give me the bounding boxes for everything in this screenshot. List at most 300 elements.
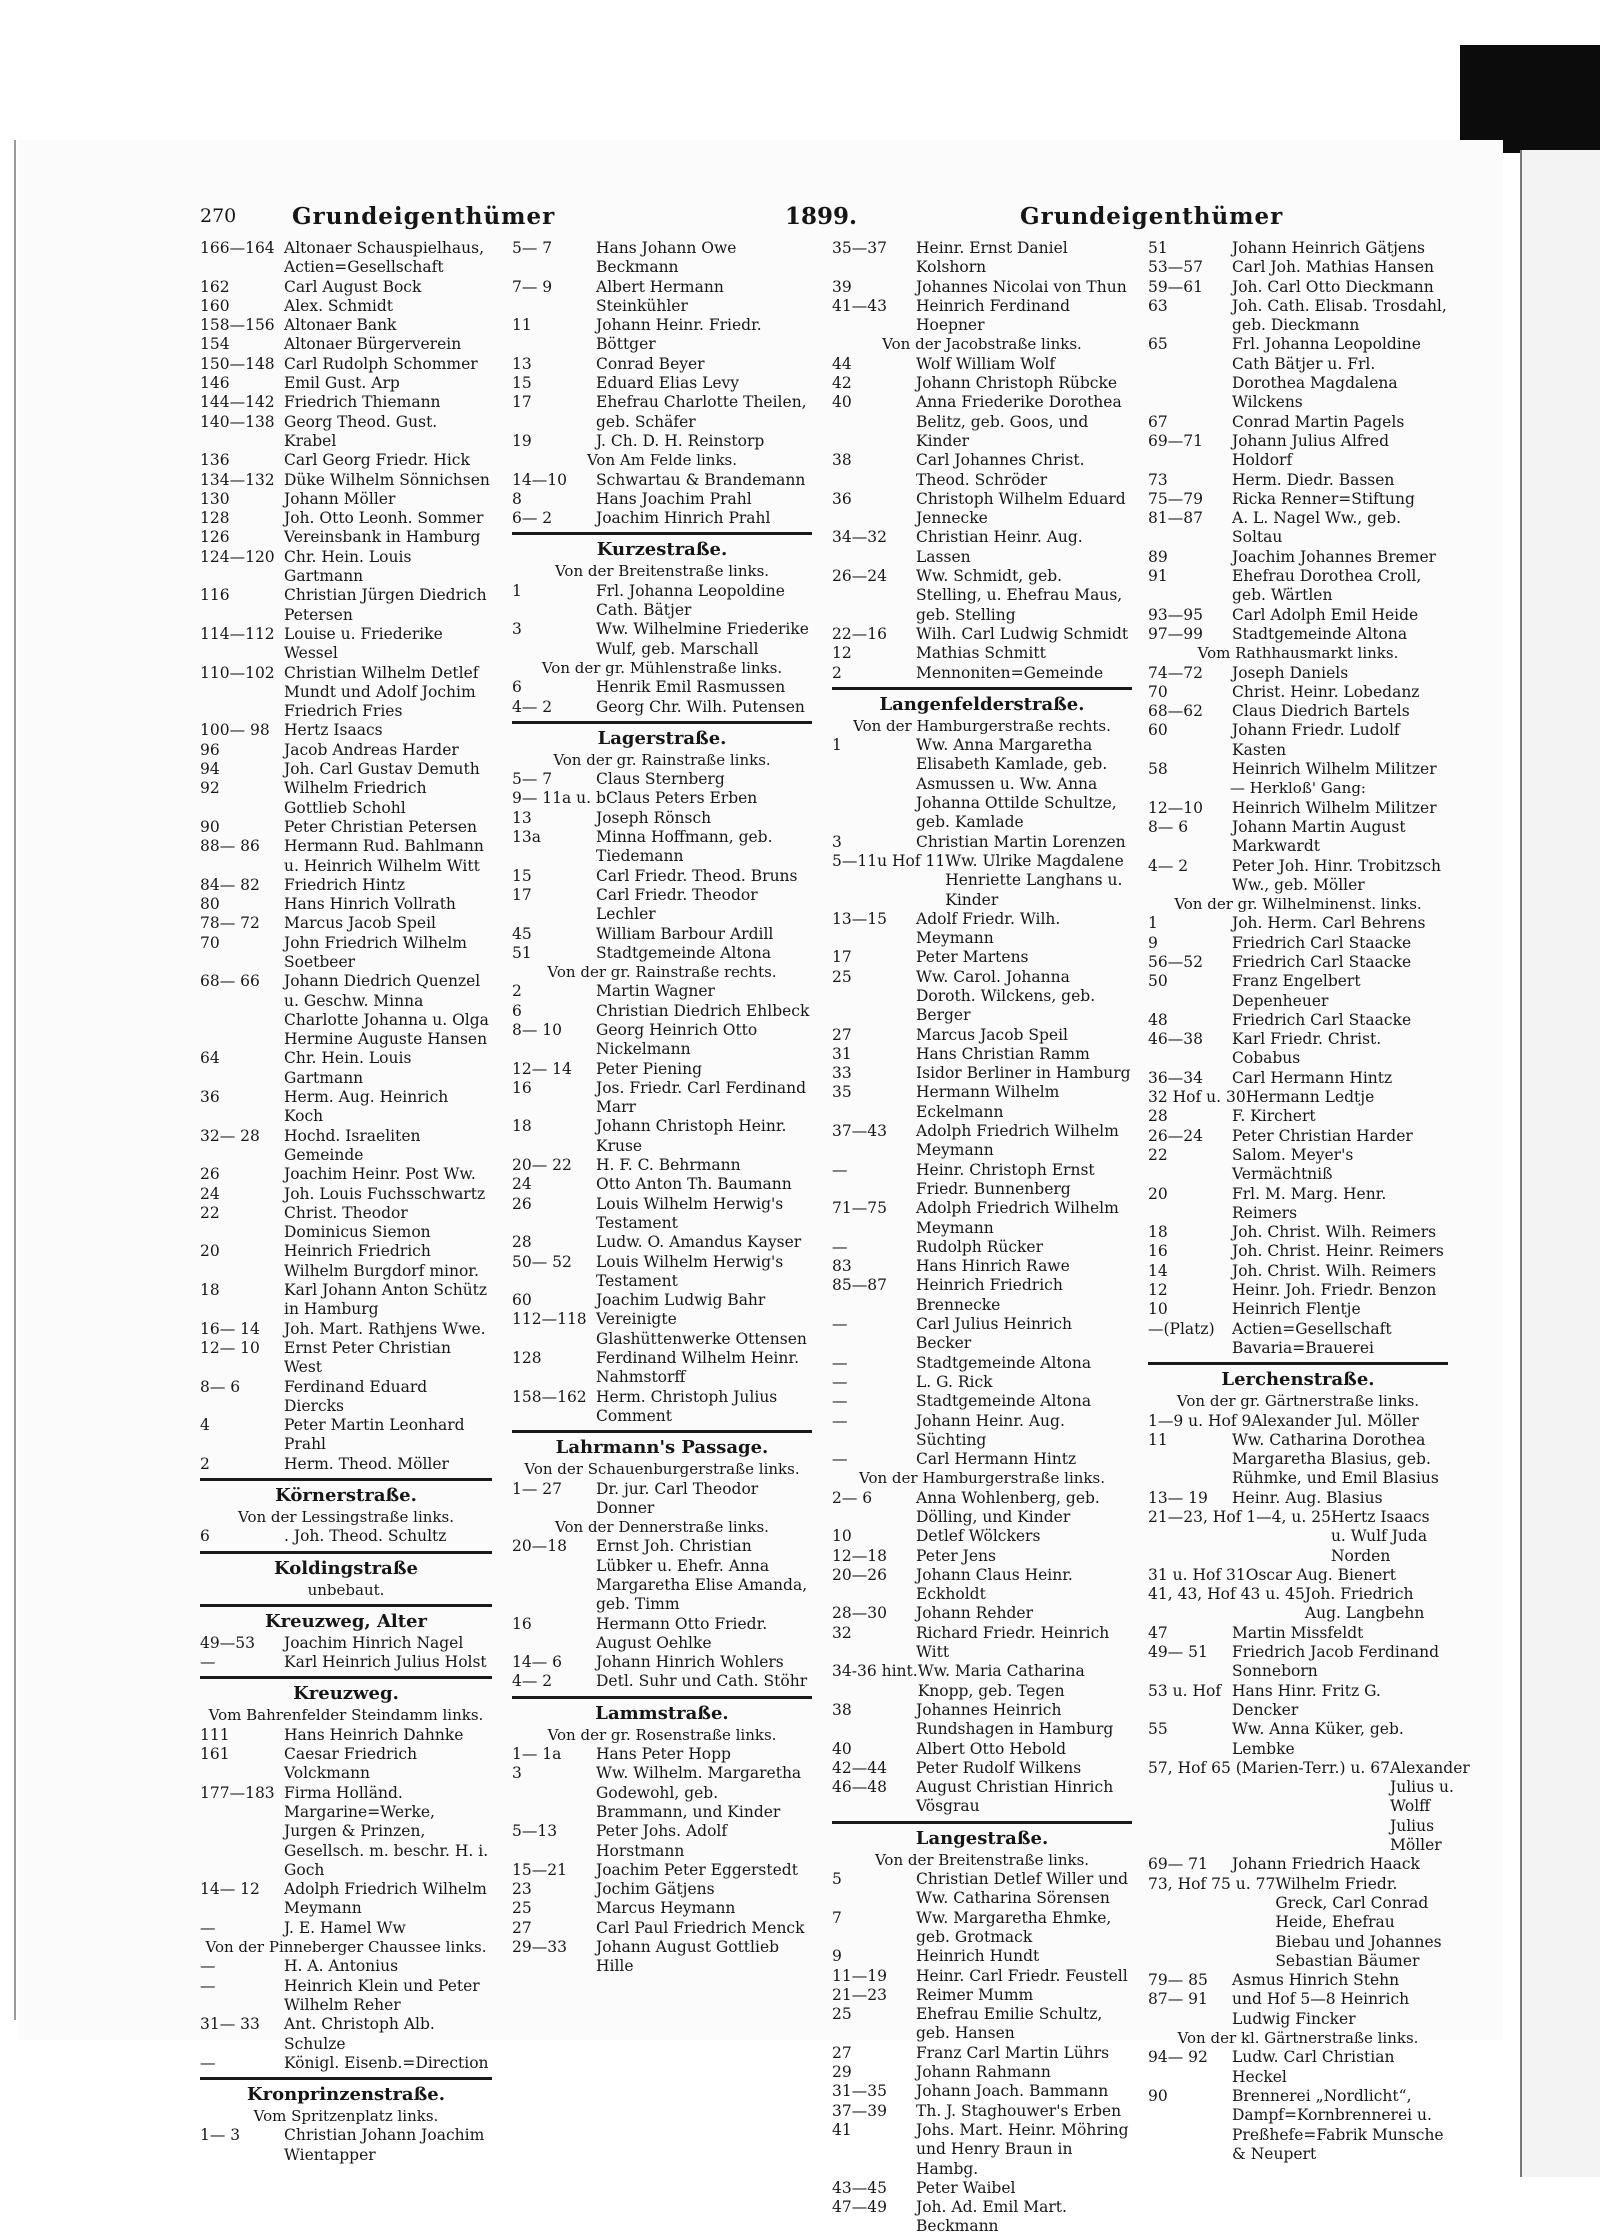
house-number: 73	[1148, 470, 1168, 489]
owner-entry	[512, 698, 812, 717]
owner-entry	[200, 1977, 492, 2016]
owner-entry	[200, 1880, 492, 1919]
owner-name: Heinrich Hundt	[916, 1947, 1040, 1966]
house-number: 80	[200, 895, 220, 914]
owner-entry	[200, 471, 492, 490]
owner-name: Joh. Herm. Carl Behrens	[1232, 914, 1426, 933]
owner-entry	[1148, 1643, 1448, 1682]
house-number: 12—10	[1148, 798, 1203, 817]
house-number: 4— 2	[1148, 856, 1189, 875]
house-number: —	[832, 1160, 848, 1179]
owner-entry	[1148, 413, 1448, 432]
house-number: 57, Hof 65 (Marien-Terr.) u. 67	[1148, 1758, 1390, 1777]
house-number: 46—38	[1148, 1030, 1203, 1049]
owner-entry	[832, 1276, 1132, 1315]
owner-entry	[512, 1880, 812, 1899]
owner-entry	[200, 721, 492, 740]
owner-entry	[512, 490, 812, 509]
owner-name: Peter Piening	[596, 1059, 703, 1078]
owner-entry	[1148, 914, 1448, 933]
house-number: 1	[512, 581, 522, 600]
owner-name: Conrad Martin Pagels	[1232, 412, 1405, 431]
owner-name: Ww. Schmidt, geb. Stelling, u. Ehefrau Maus, geb. Stelling	[916, 567, 1123, 624]
owner-entry	[512, 1253, 812, 1292]
owner-name: John Friedrich Wilhelm Soetbeer	[284, 933, 467, 971]
owner-name: Johann Friedr. Ludolf Kasten	[1232, 721, 1400, 759]
owner-entry	[512, 582, 812, 621]
owner-name: Johann Heinr. Friedr. Böttger	[596, 316, 762, 354]
owner-entry	[832, 1986, 1132, 2005]
house-number: 116	[200, 586, 230, 605]
house-number: 32— 28	[200, 1126, 260, 1145]
owner-name: Chr. Hein. Louis Gartmann	[284, 1049, 412, 1087]
house-number: 8— 10	[512, 1020, 563, 1039]
owner-entry	[200, 2015, 492, 2054]
owner-name: Vereinigte Glashüttenwerke Ottensen	[596, 1310, 807, 1348]
owner-name: Oscar Aug. Bienert	[1245, 1565, 1396, 1584]
owner-entry	[1148, 1971, 1448, 1990]
owner-name: Mathias Schmitt	[916, 644, 1046, 663]
owner-entry	[1148, 1262, 1448, 1281]
house-number: 97—99	[1148, 624, 1203, 643]
owner-entry	[832, 1354, 1132, 1373]
house-number: 32 Hof u. 30	[1148, 1088, 1246, 1107]
owner-name: Joachim Ludwig Bahr	[596, 1291, 766, 1310]
page-edge-line	[14, 140, 16, 2020]
house-number: 10	[832, 1527, 852, 1546]
house-number: 90	[200, 817, 220, 836]
owner-entry	[200, 1320, 492, 1339]
house-number: 20— 22	[512, 1156, 572, 1175]
owner-name: Karl Friedr. Christ. Cobabus	[1232, 1030, 1382, 1068]
owner-name: und Hof 5—8 Heinrich Ludwig Fincker	[1232, 1990, 1410, 2028]
owner-name: Johann August Gottlieb Hille	[596, 1938, 780, 1976]
house-number: 31	[832, 1044, 852, 1063]
direction-note: Vom Spritzenplatz links.	[253, 2107, 439, 2126]
house-number: 87— 91	[1148, 1990, 1208, 2009]
owner-entry	[200, 664, 492, 722]
owner-name: Heinr. Carl Friedr. Feustell	[916, 1966, 1128, 1985]
owner-entry	[200, 818, 492, 837]
owner-name: Adolph Friedrich Wilhelm Meymann	[916, 1199, 1119, 1237]
owner-entry	[200, 1455, 492, 1474]
house-number: 26	[200, 1165, 220, 1184]
owner-entry	[832, 1315, 1132, 1354]
owner-entry	[200, 876, 492, 895]
owner-entry	[1148, 818, 1448, 857]
owner-entry	[200, 1185, 492, 1204]
owner-entry	[1148, 335, 1448, 412]
owner-name: Ehefrau Dorothea Croll, geb. Wärtlen	[1232, 567, 1422, 605]
owner-name: Heinr. Ernst Daniel Kolshorn	[916, 239, 1068, 277]
owner-name: Georg Theod. Gust. Krabel	[284, 412, 438, 450]
owner-name: Carl Friedr. Theodor Lechler	[596, 885, 758, 924]
page-number: 270	[200, 205, 237, 227]
owner-name: August Christian Hinrich Vösgrau	[916, 1778, 1114, 1816]
owner-name: Ww. Wilhelm. Margaretha Godewohl, geb. Brammann, und Kinder	[596, 1764, 802, 1821]
house-number: 44	[832, 354, 852, 373]
house-number: —	[200, 1653, 216, 1672]
owner-name: Ferdinand Wilhelm Heinr. Nahmstorff	[596, 1349, 799, 1387]
owner-entry	[1148, 490, 1448, 509]
owner-entry	[512, 1480, 812, 1519]
house-number: 42	[832, 374, 852, 393]
owner-entry	[1148, 721, 1448, 760]
owner-entry	[832, 1701, 1132, 1740]
house-number: 42—44	[832, 1758, 887, 1777]
owner-entry	[512, 1388, 812, 1427]
owner-name: Adolph Friedrich Wilhelm Meymann	[284, 1880, 487, 1918]
house-number: 13	[512, 354, 532, 373]
owner-name: Alex. Schmidt	[284, 296, 394, 315]
owner-name: Peter Christian Harder	[1232, 1126, 1413, 1145]
house-number: 55	[1148, 1720, 1168, 1739]
owner-entry	[832, 355, 1132, 374]
house-number: 35	[832, 1083, 852, 1102]
owner-name: Herm. Diedr. Bassen	[1232, 470, 1395, 489]
owner-name: Joachim Hinrich Prahl	[596, 509, 771, 528]
owner-entry	[512, 1899, 812, 1918]
owner-name: Frl. M. Marg. Henr. Reimers	[1232, 1184, 1387, 1222]
owner-name: Heinr. Aug. Blasius	[1232, 1488, 1383, 1507]
owner-entry	[1148, 2048, 1448, 2087]
house-number: 26—24	[832, 567, 887, 586]
owner-name: Heinrich Wilhelm Militzer	[1232, 798, 1437, 817]
owner-name: A. L. Nagel Ww., geb. Soltau	[1232, 509, 1402, 547]
owner-entry	[200, 586, 492, 625]
owner-entry	[832, 1967, 1132, 1986]
owner-entry	[832, 239, 1132, 278]
owner-name: Adolf Friedr. Wilh. Meymann	[916, 909, 1061, 948]
owner-name: Ernst Peter Christian West	[284, 1338, 452, 1377]
owner-name: Peter Christian Petersen	[284, 817, 477, 836]
owner-name: Joh. Louis Fuchsschwartz	[284, 1184, 486, 1203]
house-number: 2	[832, 663, 842, 682]
owner-name: Ww. Carol. Johanna Doroth. Wilckens, geb. Berger	[916, 967, 1096, 1025]
direction-note: Von der Breitenstraße links.	[554, 562, 770, 581]
house-number: 34—32	[832, 528, 887, 547]
owner-name: William Barbour Ardill	[596, 924, 774, 943]
owner-entry	[200, 1049, 492, 1088]
owner-entry	[832, 1122, 1132, 1161]
owner-name: Joh. Christ. Wilh. Reimers	[1232, 1261, 1437, 1280]
owner-name: Mennoniten=Gemeinde	[916, 663, 1104, 682]
house-number: 48	[1148, 1010, 1168, 1029]
house-number: 37—43	[832, 1122, 887, 1141]
owner-entry	[200, 239, 492, 278]
house-number: 8	[512, 489, 522, 508]
house-number: 94	[200, 760, 220, 779]
owner-name: Otto Anton Th. Baumann	[596, 1175, 792, 1194]
house-number: 90	[1148, 2086, 1168, 2105]
owner-entry	[512, 925, 812, 944]
owner-entry	[512, 789, 812, 808]
owner-entry	[1148, 1855, 1448, 1874]
owner-name: Carl Adolph Emil Heide	[1232, 605, 1419, 624]
owner-name: Stadtgemeinde Altona	[596, 943, 772, 962]
house-number: 50	[1148, 972, 1168, 991]
owner-name: Friedrich Carl Staacke	[1232, 952, 1412, 971]
owner-entry	[200, 548, 492, 587]
owner-name: L. G. Rick	[916, 1372, 993, 1391]
house-number: 69—71	[1148, 431, 1203, 450]
owner-name: Hermann Wilhelm Eckelmann	[916, 1083, 1060, 1121]
owner-name: Joseph Daniels	[1232, 663, 1349, 682]
house-number: 26	[512, 1194, 532, 1213]
owner-name: Wilhelm Friedr. Greck, Carl Conrad Heide, Ehefrau Biebau und Johannes Sebastian Bäumer	[1275, 1874, 1442, 1970]
house-number: 27	[832, 1025, 852, 1044]
house-number: —	[832, 1411, 848, 1430]
house-number: 13a	[512, 828, 541, 847]
owner-name: Joh. Otto Leonh. Sommer	[284, 509, 484, 528]
owner-name: Johann Christoph Heinr. Kruse	[596, 1117, 787, 1155]
owner-name: Chr. Hein. Louis Gartmann	[284, 547, 412, 586]
owner-name: Ant. Christoph Alb. Schulze	[284, 2015, 435, 2053]
owner-entry	[512, 1060, 812, 1079]
house-number: 162	[200, 277, 230, 296]
street-heading: Lahrmann's Passage.	[512, 1430, 812, 1460]
owner-entry	[512, 1310, 812, 1349]
street-note: unbebaut.	[307, 1580, 385, 1599]
house-number: 15	[512, 374, 532, 393]
owner-name: Jos. Friedr. Carl Ferdinand Marr	[596, 1078, 807, 1117]
owner-name: Ww. Ulrike Magdalene Henriette Langhans u. Kinder	[945, 851, 1124, 909]
house-number: 37—39	[832, 2101, 887, 2120]
owner-entry	[832, 1740, 1132, 1759]
house-number: 11	[1148, 1430, 1168, 1449]
owner-entry	[200, 1378, 492, 1417]
owner-entry	[512, 620, 812, 659]
owner-name: Joh. Carl Otto Dieckmann	[1232, 277, 1434, 296]
owner-name: Georg Chr. Wilh. Putensen	[596, 697, 805, 716]
owner-entry	[512, 809, 812, 828]
owner-name: Christian Heinr. Aug. Lassen	[916, 528, 1083, 566]
owner-name: Stadtgemeinde Altona	[916, 1353, 1092, 1372]
owner-entry	[200, 1242, 492, 1281]
owner-name: Johann Claus Heinr. Eckholdt	[916, 1565, 1073, 1604]
house-number: 79— 85	[1148, 1971, 1208, 1990]
owner-entry	[200, 1127, 492, 1166]
owner-name: Altonaer Schauspielhaus, Actien=Gesellschaft	[284, 239, 485, 277]
house-number: 45	[512, 924, 532, 943]
house-number: 17	[512, 885, 532, 904]
owner-entry	[200, 1653, 492, 1672]
owner-entry	[200, 972, 492, 1049]
house-number: 6	[512, 1001, 522, 1020]
owner-entry	[1148, 857, 1448, 896]
owner-name: Ludw. Carl Christian Heckel	[1232, 2048, 1395, 2086]
house-number: 4— 2	[512, 1672, 553, 1691]
owner-entry	[832, 1238, 1132, 1257]
house-number: 160	[200, 296, 230, 315]
owner-entry	[1148, 625, 1448, 644]
house-number: —	[832, 1315, 848, 1334]
page-title-left: Grundeigenthümer	[292, 203, 556, 230]
owner-entry	[832, 393, 1132, 451]
house-number: 14	[1148, 1261, 1168, 1280]
owner-entry	[1148, 2087, 1448, 2164]
owner-entry	[832, 451, 1132, 490]
house-number: 6	[200, 1527, 210, 1546]
owner-entry	[832, 1662, 1132, 1701]
owner-name: Alexander Jul. Möller	[1251, 1411, 1419, 1430]
house-number: 146	[200, 374, 230, 393]
owner-name: Joachim Hinrich Nagel	[284, 1633, 464, 1652]
owner-entry	[1148, 432, 1448, 471]
column-3	[832, 239, 1132, 2237]
house-number: 1— 1a	[512, 1745, 562, 1764]
owner-name: Heinrich Friedrich Wilhelm Burgdorf minor.	[284, 1242, 479, 1280]
house-number: 16— 14	[200, 1319, 260, 1338]
owner-entry	[512, 1002, 812, 1021]
owner-name: Joh. Cath. Elisab. Trosdahl, geb. Dieckmann	[1232, 296, 1447, 335]
house-number: 60	[1148, 721, 1168, 740]
owner-entry	[512, 239, 812, 278]
owner-name: Georg Heinrich Otto Nickelmann	[596, 1020, 758, 1059]
house-number: 158—162	[512, 1387, 587, 1406]
house-number: 130	[200, 489, 230, 508]
owner-entry	[512, 867, 812, 886]
house-number: 110—102	[200, 663, 275, 682]
owner-name: Hans Joachim Prahl	[596, 489, 752, 508]
owner-entry	[200, 1281, 492, 1320]
house-number: 63	[1148, 296, 1168, 315]
house-number: 3	[512, 1764, 522, 1783]
owner-name: Christian Diedrich Ehlbeck	[596, 1001, 810, 1020]
house-number: 81—87	[1148, 509, 1203, 528]
house-number: 41, 43, Hof 43 u. 45	[1148, 1585, 1305, 1604]
house-number: 24	[512, 1175, 532, 1194]
house-number: 16	[512, 1614, 532, 1633]
owner-entry	[512, 1349, 812, 1388]
house-number: 59—61	[1148, 277, 1203, 296]
house-number: 1	[1148, 914, 1158, 933]
owner-entry	[1148, 1107, 1448, 1126]
owner-name: Johann Hinrich Wohlers	[596, 1653, 784, 1672]
owner-entry	[512, 1233, 812, 1252]
direction-note: Vom Bahrenfelder Steindamm links.	[208, 1706, 484, 1725]
house-number: 1— 27	[512, 1479, 563, 1498]
owner-entry	[1148, 1489, 1448, 1508]
house-number: 2	[200, 1454, 210, 1473]
owner-entry	[1148, 972, 1448, 1011]
owner-entry	[512, 1021, 812, 1060]
owner-entry	[1148, 1508, 1448, 1566]
owner-entry	[832, 1947, 1132, 1966]
column-2	[512, 239, 812, 1977]
owner-entry	[200, 490, 492, 509]
owner-entry	[512, 278, 812, 317]
house-number: 13	[512, 808, 532, 827]
owner-entry	[1148, 278, 1448, 297]
owner-entry	[512, 374, 812, 393]
owner-entry	[832, 278, 1132, 297]
owner-entry	[1148, 1412, 1448, 1431]
owner-entry	[832, 664, 1132, 683]
owner-name: Hans Heinrich Dahnke	[284, 1725, 464, 1744]
owner-name: Hertz Isaacs	[284, 721, 383, 740]
house-number: 75—79	[1148, 489, 1203, 508]
street-heading: Kreuzweg, Alter	[200, 1604, 492, 1634]
house-number: 49—53	[200, 1633, 255, 1652]
owner-name: Franz Engelbert Depenheuer	[1232, 972, 1361, 1010]
house-number: —	[832, 1392, 848, 1411]
owner-name: Christoph Wilhelm Eduard Jennecke	[916, 489, 1126, 528]
street-heading: Koldingstraße	[200, 1551, 492, 1581]
house-number: 6	[512, 678, 522, 697]
owner-entry	[200, 914, 492, 933]
owner-name: Heinrich Flentje	[1232, 1300, 1361, 1319]
owner-entry	[832, 1412, 1132, 1451]
house-number: 65	[1148, 335, 1168, 354]
house-number: 17	[832, 948, 852, 967]
direction-note: Von der gr. Rosenstraße links.	[547, 1725, 777, 1744]
owner-entry	[200, 413, 492, 452]
owner-entry	[1148, 1720, 1448, 1759]
owner-name: Hochd. Israeliten Gemeinde	[284, 1126, 421, 1164]
owner-name: Friedrich Thiemann	[284, 393, 441, 412]
owner-name: Johann Christoph Rübcke	[916, 374, 1118, 393]
owner-name: Conrad Beyer	[596, 354, 705, 373]
owner-entry	[832, 1373, 1132, 1392]
house-number: 67	[1148, 412, 1168, 431]
sub-heading: — Herkloß' Gang:	[1230, 779, 1366, 798]
house-number: 93—95	[1148, 605, 1203, 624]
house-number: 56—52	[1148, 952, 1203, 971]
owner-entry	[832, 2044, 1132, 2063]
owner-name: Joseph Rönsch	[596, 808, 712, 827]
owner-entry	[832, 2198, 1132, 2237]
owner-name: Joachim Johannes Bremer	[1232, 547, 1437, 566]
owner-entry	[1148, 1030, 1448, 1069]
owner-entry	[512, 1156, 812, 1175]
house-number: 58	[1148, 760, 1168, 779]
owner-entry	[200, 335, 492, 354]
owner-name: Hermann Otto Friedr. August Oehlke	[596, 1614, 768, 1652]
house-number: 26—24	[1148, 1126, 1203, 1145]
street-heading: Lagerstraße.	[512, 721, 812, 751]
owner-name: Jochim Gätjens	[596, 1880, 715, 1899]
house-number: 12— 14	[512, 1059, 572, 1078]
owner-entry	[1148, 1281, 1448, 1300]
owner-entry	[200, 1088, 492, 1127]
street-heading: Lerchenstraße.	[1148, 1362, 1448, 1392]
house-number: 46—48	[832, 1778, 887, 1797]
owner-entry	[832, 1527, 1132, 1546]
house-number: 12	[1148, 1281, 1168, 1300]
owner-entry	[512, 770, 812, 789]
owner-name: Martin Wagner	[596, 982, 715, 1001]
owner-name: Hans Christian Ramm	[916, 1044, 1090, 1063]
owner-entry	[512, 1117, 812, 1156]
owner-entry	[512, 1822, 812, 1861]
owner-entry	[200, 509, 492, 528]
owner-entry	[1148, 683, 1448, 702]
owner-entry	[1148, 1682, 1448, 1721]
owner-name: Hertz Isaacs u. Wulf Juda Norden	[1330, 1508, 1430, 1565]
owner-name: Johann Rahmann	[916, 2063, 1051, 2082]
street-heading: Langestraße.	[832, 1821, 1132, 1851]
owner-name: Johann Heinr. Aug. Süchting	[916, 1411, 1065, 1449]
owner-name: Peter Joh. Hinr. Trobitzsch Ww., geb. Möller	[1232, 856, 1442, 894]
owner-entry	[512, 1175, 812, 1194]
owner-name: Joachim Peter Eggerstedt	[596, 1860, 798, 1879]
house-number: 134—132	[200, 470, 275, 489]
owner-entry	[832, 374, 1132, 393]
column-1	[200, 239, 492, 2165]
owner-entry	[512, 1919, 812, 1938]
house-number: 13— 19	[1148, 1488, 1208, 1507]
